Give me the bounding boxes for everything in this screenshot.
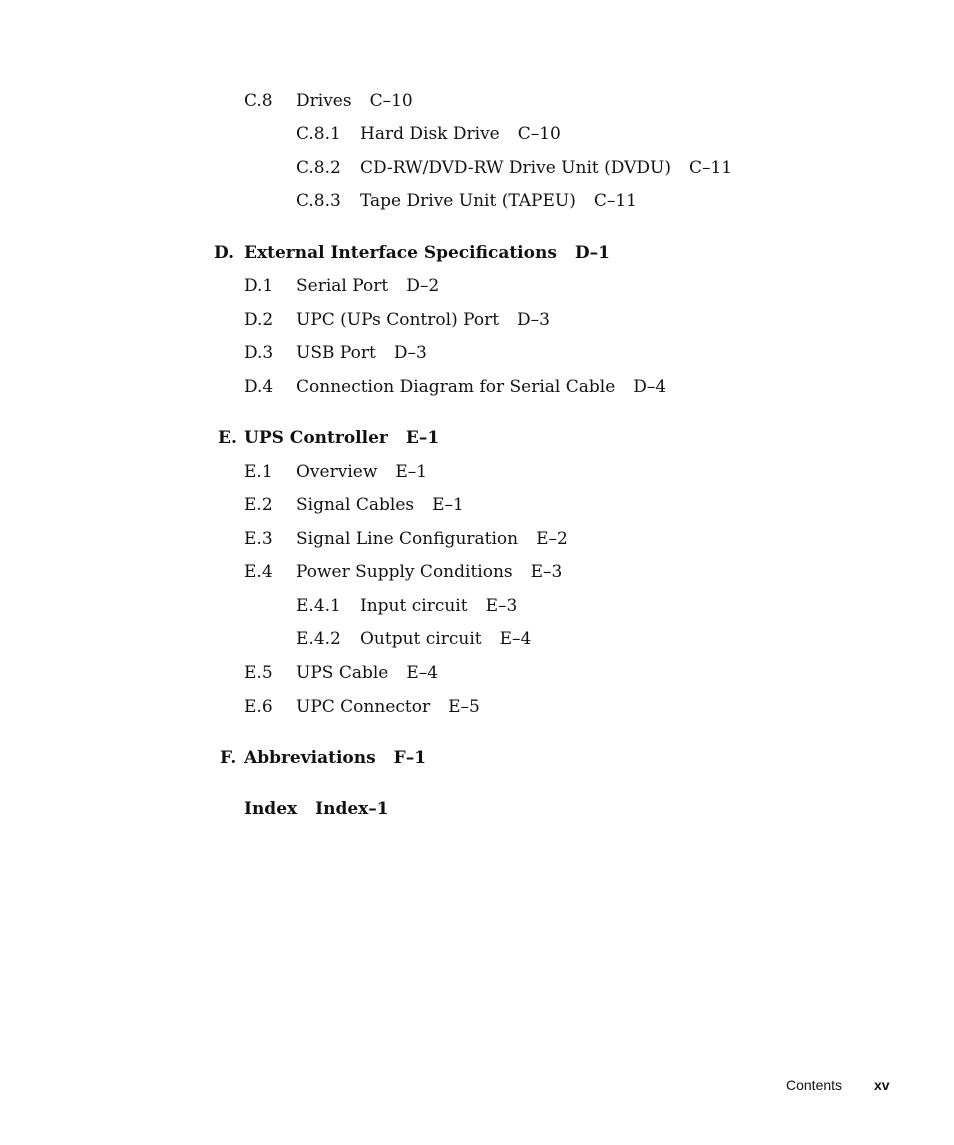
toc-entry-number: D.1 (244, 276, 274, 296)
toc-entry-number: E.4.2 (296, 629, 341, 649)
toc-entry-text (296, 342, 427, 364)
toc-entry-page: E–4 (406, 663, 439, 683)
toc-entry-text (244, 242, 610, 264)
toc-entry-title: UPS Cable (296, 663, 389, 683)
toc-entry-text (296, 528, 568, 550)
toc-entry-text (360, 628, 531, 650)
toc-entry-text (360, 123, 561, 145)
toc-entry-text (296, 309, 550, 331)
toc-entry-page: C–11 (593, 191, 637, 211)
toc-entry-text (296, 561, 562, 583)
toc-entry-text (360, 190, 637, 212)
toc-entry-text (296, 696, 480, 718)
toc-entry-title: Power Supply Conditions (296, 562, 513, 582)
toc-chapter-letter: D. (214, 243, 235, 263)
toc-entry-number: E.4 (244, 562, 273, 582)
toc-entry-page: F–1 (393, 748, 427, 768)
toc-chapter-title: UPS Controller (244, 428, 388, 448)
toc-entry-number: C.8.2 (296, 158, 341, 178)
toc-entry-title: UPC Connector (296, 697, 431, 717)
toc-entry-text (296, 90, 413, 112)
toc-entry-title: UPC (UPs Control) Port (296, 310, 500, 330)
toc-entry-page: C–11 (688, 158, 733, 178)
toc-entry-page: E–2 (536, 529, 568, 549)
footer-section-label: Contents (786, 1077, 843, 1093)
toc-entry-number: E.2 (244, 495, 273, 515)
toc-entry-number: D.2 (244, 310, 274, 330)
toc-entry-text (360, 595, 517, 617)
toc-entry-text (244, 427, 439, 449)
footer-page-number: xv (874, 1077, 890, 1093)
toc-entry-text (296, 376, 666, 398)
toc-entry-title: USB Port (296, 343, 376, 363)
toc-chapter-title: External Interface Specifications (244, 243, 557, 263)
toc-entry-page: C–10 (369, 91, 413, 111)
toc-entry-number: D.4 (244, 377, 274, 397)
toc-entry-page: D–4 (633, 377, 667, 397)
toc-entry-page: D–1 (574, 243, 610, 263)
toc-chapter-letter: F. (220, 748, 237, 768)
toc-entry-number: C.8 (244, 91, 273, 111)
toc-entry-page: C–10 (517, 124, 561, 144)
toc-entry-title: Serial Port (296, 276, 389, 296)
toc-entry-title: Signal Cables (296, 495, 415, 515)
toc-entry-page: E–3 (530, 562, 563, 582)
toc-entry-title: Connection Diagram for Serial Cable (296, 377, 616, 397)
toc-entry-title: Signal Line Configuration (296, 529, 519, 549)
toc-entry-page: E–1 (395, 462, 428, 482)
toc-index-title: Index (244, 799, 298, 819)
toc-entry-number: E.3 (244, 529, 273, 549)
toc-entry-title: Output circuit (360, 629, 482, 649)
toc-entry-number: D.3 (244, 343, 274, 363)
toc-entry-title: Hard Disk Drive (360, 124, 500, 144)
toc-entry-page: E–5 (448, 697, 480, 717)
toc-entry-title: Input circuit (360, 596, 468, 616)
toc-entry-number: E.5 (244, 663, 273, 683)
toc-entry-text (296, 275, 439, 297)
toc-chapter-title: Abbreviations (244, 748, 376, 768)
toc-entry-text (360, 157, 732, 179)
toc-chapter-letter: E. (218, 428, 237, 448)
toc-entry-number: E.4.1 (296, 596, 341, 616)
toc-entry-page: Index–1 (315, 799, 389, 819)
toc-entry-number: E.1 (244, 462, 273, 482)
toc-entry-title: Drives (296, 91, 352, 111)
toc-entry-text (296, 494, 464, 516)
toc-entry-page: E–1 (432, 495, 464, 515)
toc-entry-number: E.6 (244, 697, 273, 717)
toc-entry-title: CD-RW/DVD-RW Drive Unit (DVDU) (360, 158, 671, 178)
toc-entry-page: D–3 (517, 310, 550, 330)
toc-entry-text (296, 662, 438, 684)
toc-entry-page: D–2 (406, 276, 440, 296)
toc-entry-page: E–3 (485, 596, 518, 616)
toc-entry-number: C.8.1 (296, 124, 341, 144)
toc-entry-title: Overview (296, 462, 378, 482)
toc-entry-text (244, 798, 389, 820)
toc-entry-text (296, 461, 427, 483)
toc-entry-page: D–3 (393, 343, 427, 363)
toc-entry-title: Tape Drive Unit (TAPEU) (360, 191, 576, 211)
toc-entry-page: E–4 (499, 629, 532, 649)
toc-entry-text (244, 747, 426, 769)
toc-entry-number: C.8.3 (296, 191, 341, 211)
toc-entry-page: E–1 (405, 428, 440, 448)
